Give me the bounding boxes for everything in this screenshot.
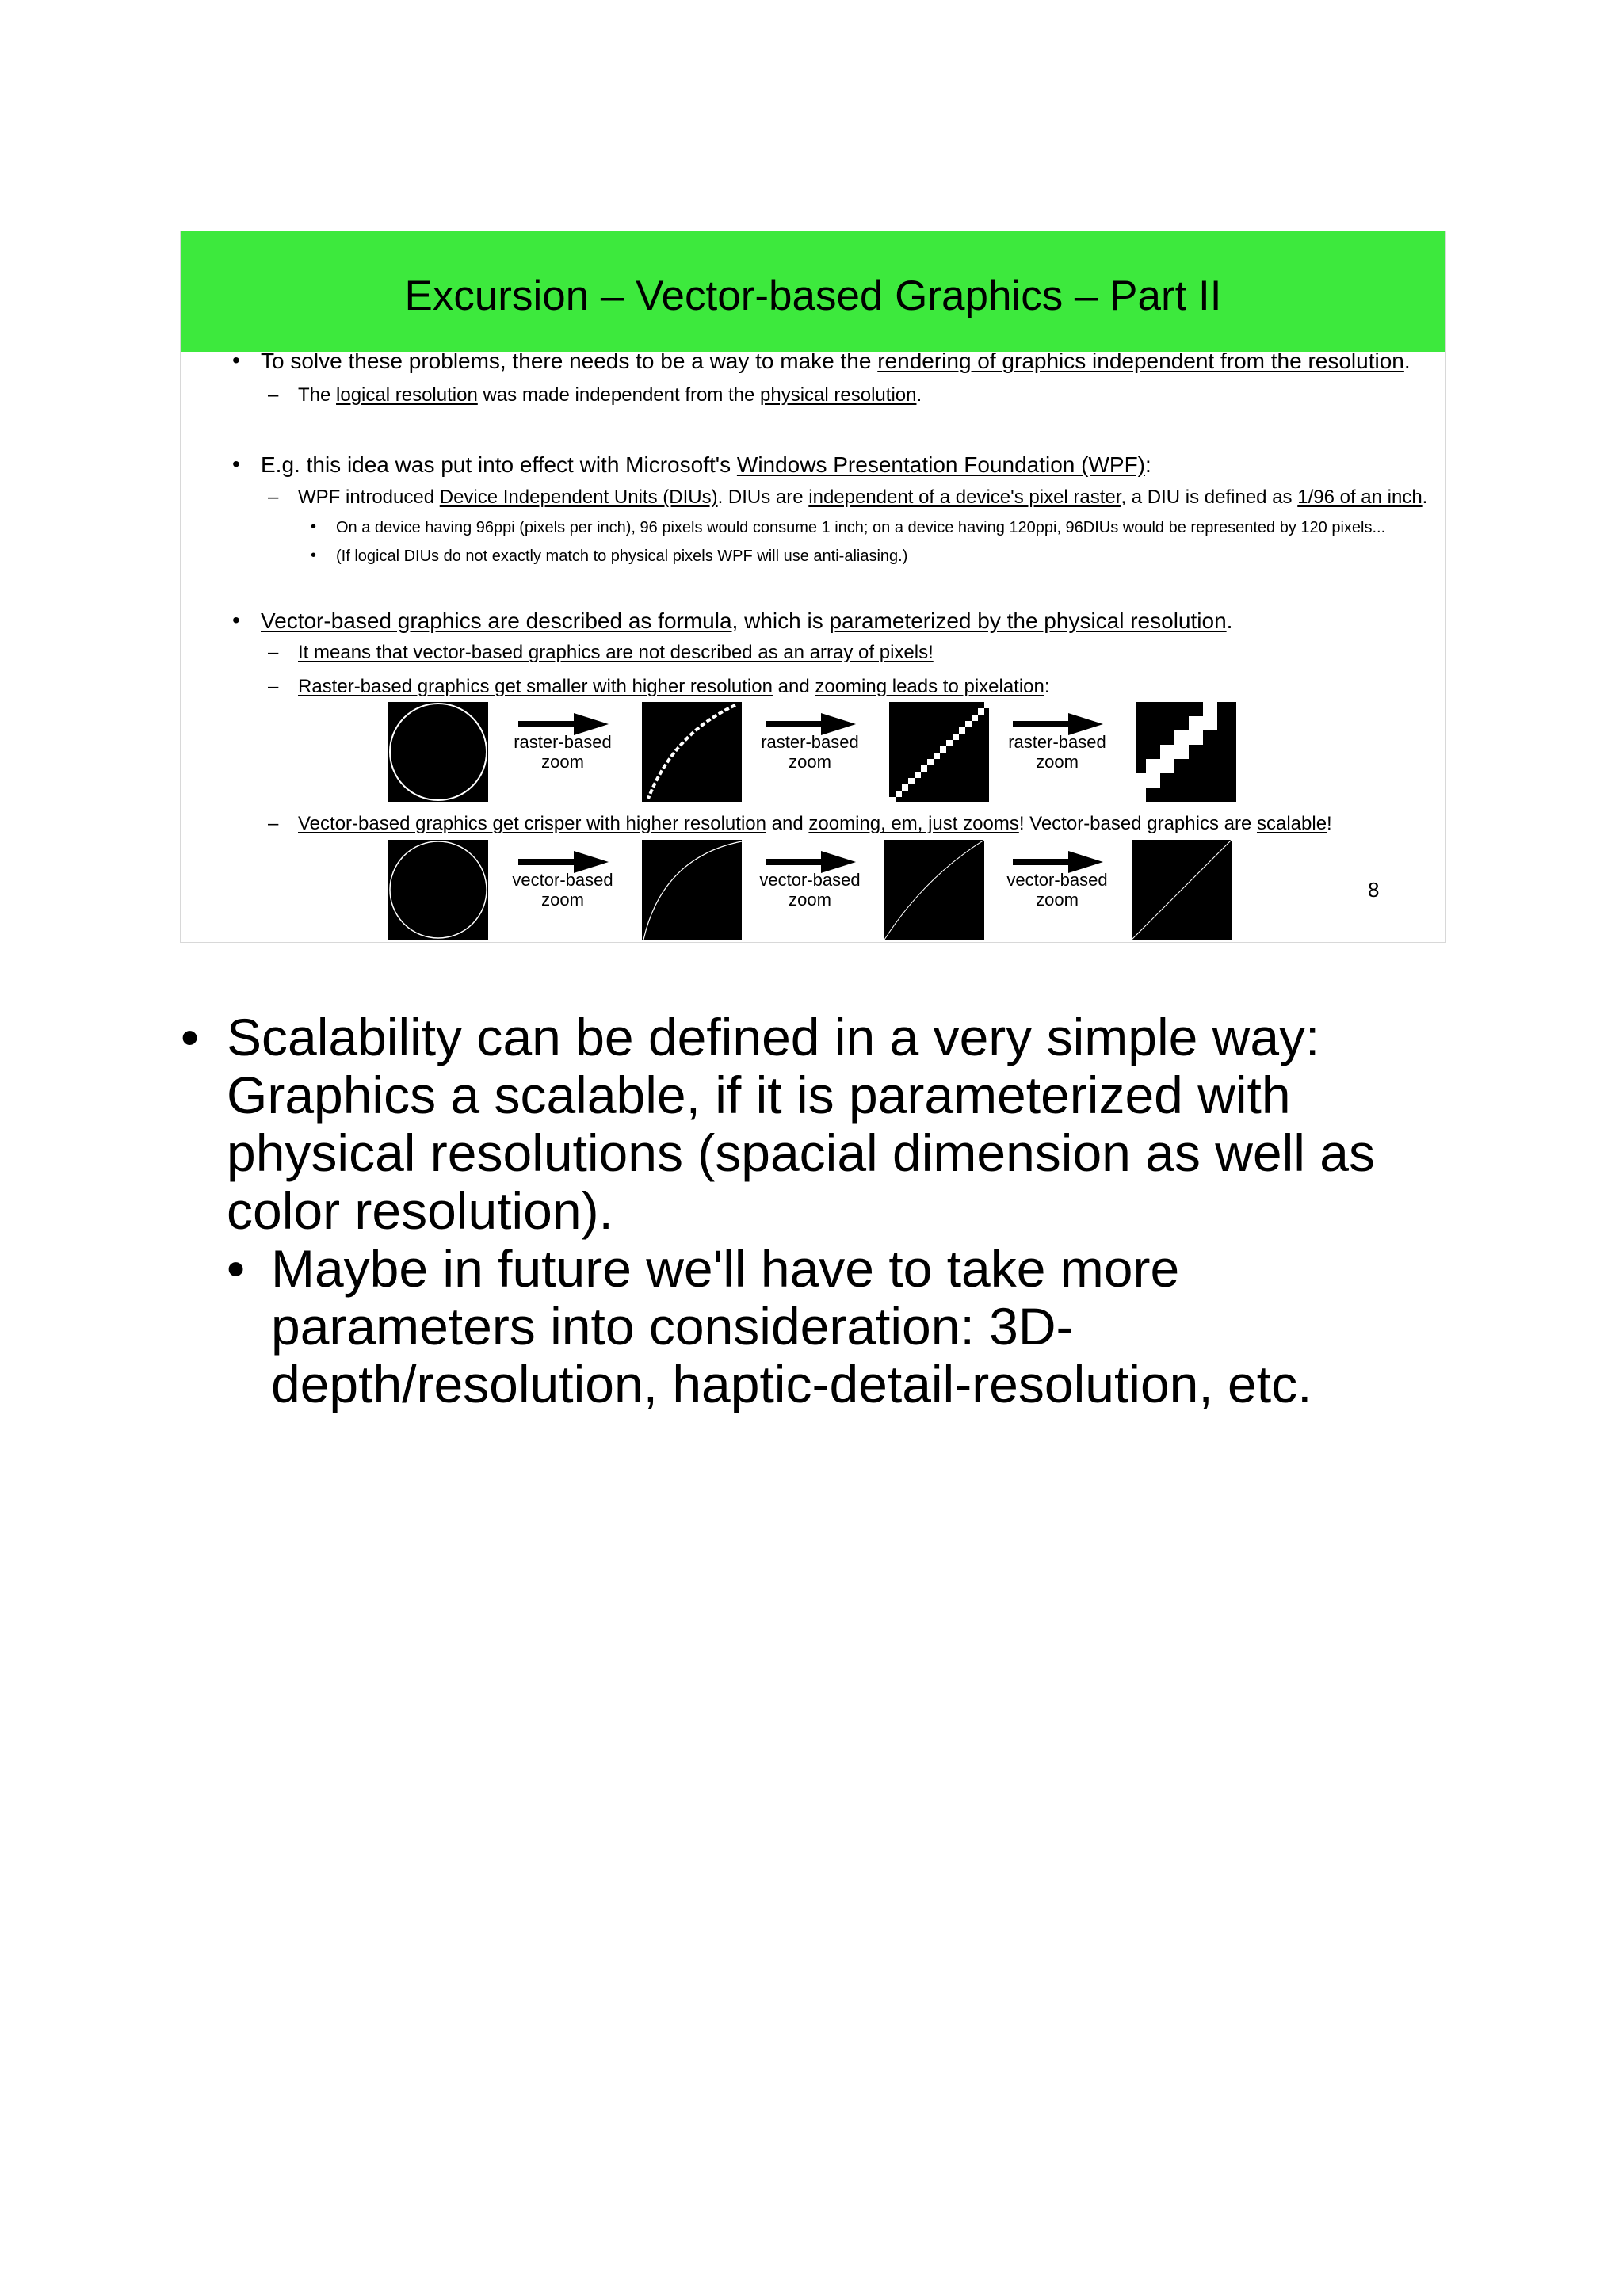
text-run: WPF introduced [298, 486, 440, 508]
bullet-marker: • [311, 547, 317, 564]
notes-line: Maybe in future we'll have to take more [271, 1239, 1180, 1298]
slide [180, 231, 1446, 943]
list-item: On a device having 96ppi (pixels per inch), 96 pixels would consume 1 inch; on a device having 120ppi, 96DIUs would be represented by 120 pixels... [336, 519, 1386, 536]
list-item [261, 452, 1151, 479]
notes-line: physical resolutions (spacial dimension as well as [227, 1123, 1376, 1182]
notes-line: depth/resolution, haptic-detail-resolution, etc. [271, 1355, 1312, 1413]
raster-zoom-2-image [889, 702, 989, 802]
text-run: : [1044, 676, 1050, 697]
raster-circle-image [388, 702, 488, 802]
underlined-term: Device Independent Units (DIUs) [439, 486, 718, 508]
underlined-term: scalable [1256, 813, 1327, 834]
text-run: . DIUs are [717, 486, 809, 508]
underlined-term: parameterized by the physical resolution [829, 608, 1227, 633]
list-item: (If logical DIUs do not exactly match to physical pixels WPF will use anti-aliasing.) [336, 547, 908, 565]
notes-line: Graphics a scalable, if it is parameterized with [227, 1066, 1291, 1124]
text-run: : [1145, 452, 1151, 477]
bullet-marker: • [232, 608, 240, 632]
text-run: The [298, 384, 337, 406]
slide-page-number: 8 [1368, 878, 1380, 902]
dash-marker: – [268, 676, 279, 697]
text-run: . [916, 384, 922, 406]
raster-zoom-label: raster-based zoom [1008, 732, 1106, 772]
list-item [298, 486, 1427, 509]
slide-title: Excursion – Vector-based Graphics – Part II [404, 273, 1222, 319]
dash-marker: – [268, 486, 279, 508]
raster-zoom-1-image [642, 702, 742, 802]
text-run: E.g. this idea was put into effect with Microsoft's [261, 452, 737, 477]
dash-marker: – [268, 813, 279, 834]
vector-zoom-3-image [1132, 840, 1232, 940]
text-run: was made independent from the [477, 384, 761, 406]
raster-zoom-label: raster-based zoom [514, 732, 612, 772]
notes-line: color resolution). [227, 1181, 613, 1240]
list-item [298, 676, 1050, 699]
list-item [298, 813, 1332, 836]
underlined-term: Windows Presentation Foundation (WPF) [736, 452, 1145, 477]
underlined-term: Vector-based graphics get crisper with higher resolution [298, 813, 766, 834]
text-run: and [766, 813, 809, 834]
text-run: . [1403, 349, 1411, 373]
text-run: . [1226, 608, 1233, 633]
notes-line: Scalability can be defined in a very simple way: [227, 1008, 1320, 1066]
list-item [261, 348, 1411, 375]
slide-title-bar [181, 231, 1445, 352]
bullet-marker: • [232, 348, 240, 372]
notes-line: parameters into consideration: 3D- [271, 1297, 1074, 1356]
vector-zoom-1-image [642, 840, 742, 940]
list-item [261, 608, 1232, 635]
text-run: . [1422, 486, 1428, 508]
underlined-term: zooming, em, just zooms [808, 813, 1019, 834]
underlined-term: Vector-based graphics are described as formula [261, 608, 732, 633]
vector-circle-image [388, 840, 488, 940]
underlined-term: rendering of graphics independent from the resolution [877, 349, 1404, 373]
vector-zoom-label: vector-based zoom [512, 870, 613, 910]
underlined-term: independent of a device's pixel raster [808, 486, 1121, 508]
text-run: ! [1327, 813, 1332, 834]
vector-zoom-label: vector-based zoom [1006, 870, 1108, 910]
vector-zoom-label: vector-based zoom [759, 870, 861, 910]
text-run: ! Vector-based graphics are [1018, 813, 1257, 834]
text-run: and [772, 676, 815, 697]
text-run: , which is [731, 608, 830, 633]
notes-bullet-marker: • [181, 1008, 200, 1066]
dash-marker: – [268, 642, 279, 663]
raster-zoom-label: raster-based zoom [761, 732, 859, 772]
underlined-term: physical resolution [760, 384, 917, 406]
bullet-marker: • [311, 518, 317, 536]
vector-zoom-2-image [884, 840, 984, 940]
list-item [298, 384, 922, 407]
raster-zoom-3-image [1136, 702, 1236, 802]
underlined-term: Raster-based graphics get smaller with higher resolution [298, 676, 773, 697]
underlined-term: It means that vector-based graphics are not described as an array of pixels! [298, 642, 934, 663]
underlined-term: 1/96 of an inch [1297, 486, 1423, 508]
bullet-marker: • [232, 452, 240, 476]
underlined-term: logical resolution [336, 384, 478, 406]
dash-marker: – [268, 384, 279, 406]
text-run: , a DIU is defined as [1121, 486, 1298, 508]
list-item [298, 642, 934, 665]
notes-bullet-marker: • [227, 1239, 246, 1298]
underlined-term: zooming leads to pixelation [815, 676, 1044, 697]
text-run: To solve these problems, there needs to be a way to make the [261, 349, 878, 373]
